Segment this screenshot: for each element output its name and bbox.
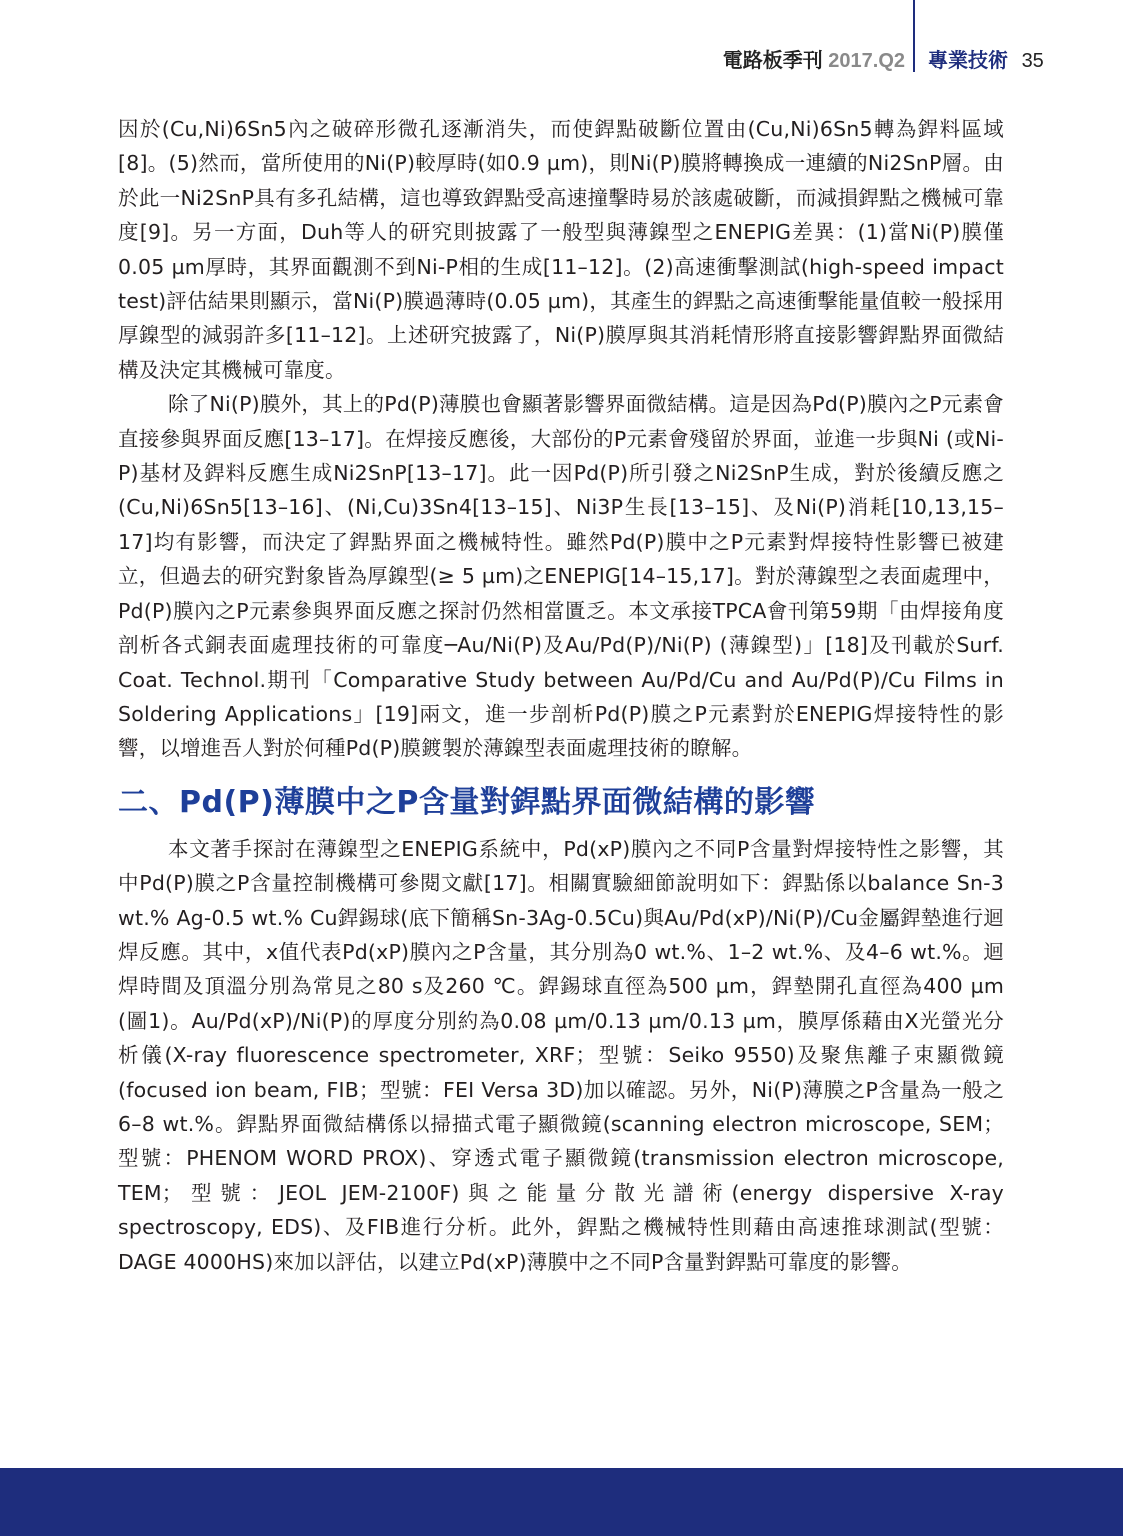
section-heading: 二、Pd(P)薄膜中之P含量對銲點界面微結構的影響 <box>118 784 816 820</box>
paragraph-2: 除了Ni(P)膜外，其上的Pd(P)薄膜也會顯著影響界面微結構。這是因為Pd(P)膜內之P元素會直接參與界面反應[13–17]。在焊接反應後，大部份的P元素會殘留於界面，並進一步與Ni (或Ni-P)基材及銲料反應生成Ni2SnP[13–17]。此一因Pd(P)所引發之Ni2SnP生成，對於後續反應之(Cu,Ni)6Sn5[13–16]、(Ni,Cu)3Sn4[13–15]、Ni3P生長[13–15]、及Ni(P)消耗[10,13,15–17]均有影響，而決定了銲點界面之機械特性。雖然Pd(P)膜中之P元素對焊接特性影響已被建立，但過去的研究對象皆為厚鎳型(≥ 5 µm)之ENEPIG[14–15,17]。對於薄鎳型之表面處理中，Pd(P)膜內之P元素參與界面反應之探討仍然相當匱乏。本文承接TPCA會刊第59期「由焊接角度剖析各式銅表面處理技術的可靠度─Au/Ni(P)及Au/Pd(P)/Ni(P) (薄鎳型)」[18]及刊載於Surf. Coat. Technol.期刊「Comparative Study between Au/Pd/Cu and Au/Pd(P)/Cu Films in Soldering Applications」[19]兩文，進一步剖析Pd(P)膜之P元素對於ENEPIG焊接特性的影響，以增進吾人對於何種Pd(P)膜鍍製於薄鎳型表面處理技術的瞭解。 <box>118 392 1004 761</box>
page-number: 35 <box>1021 50 1044 72</box>
section-label: 專業技術 <box>928 50 1008 72</box>
journal-title: 電路板季刊 <box>722 50 823 72</box>
issue-label: 2017.Q2 <box>828 50 905 72</box>
paragraph-1: 因於(Cu,Ni)6Sn5內之破碎形微孔逐漸消失，而使銲點破斷位置由(Cu,Ni)6Sn5轉為銲料區域[8]。(5)然而，當所使用的Ni(P)較厚時(如0.9 µm)，則Ni(P)膜將轉換成一連續的Ni2SnP層。由於此一Ni2SnP具有多孔結構，這也導致銲點受高速撞擊時易於該處破斷，而減損銲點之機械可靠度[9]。另一方面，Duh等人的研究則披露了一般型與薄鎳型之ENEPIG差異：(1)當Ni(P)膜僅0.05 µm厚時，其界面觀測不到Ni-P相的生成[11–12]。(2)高速衝擊測試(high-speed impact test)評估結果則顯示，當Ni(P)膜過薄時(0.05 µm)，其產生的銲點之高速衝擊能量值較一般採用厚鎳型的減弱許多[11–12]。上述研究披露了，Ni(P)膜厚與其消耗情形將直接影響銲點界面微結構及決定其機械可靠度。 <box>118 117 1004 382</box>
article-body <box>118 112 1004 1279</box>
footer-band <box>0 1468 1123 1536</box>
paragraph-3: 本文著手探討在薄鎳型之ENEPIG系統中，Pd(xP)膜內之不同P含量對焊接特性之影響，其中Pd(P)膜之P含量控制機構可參閱文獻[17]。相關實驗細節說明如下：銲點係以balance Sn-3 wt.% Ag-0.5 wt.% Cu銲錫球(底下簡稱Sn-3Ag-0.5Cu)與Au/Pd(xP)/Ni(P)/Cu金屬銲墊進行迴焊反應。其中，x值代表Pd(xP)膜內之P含量，其分別為0 wt.%、1–2 wt.%、及4–6 wt.%。迴焊時間及頂溫分別為常見之80 s及260 ℃。銲錫球直徑為500 µm，銲墊開孔直徑為400 µm (圖1)。Au/Pd(xP)/Ni(P)的厚度分別約為0.08 µm/0.13 µm/0.13 µm，膜厚係藉由X光螢光分析儀(X-ray fluorescence spectrometer, XRF；型號：Seiko 9550)及聚焦離子束顯微鏡(focused ion beam, FIB；型號：FEI Versa 3D)加以確認。另外，Ni(P)薄膜之P含量為一般之6–8 wt.%。銲點界面微結構係以掃描式電子顯微鏡(scanning electron microscope, SEM；型號：PHENOM WORD PROX)、穿透式電子顯微鏡(transmission electron microscope, TEM；型號：JEOL JEM-2100F)與之能量分散光譜術(energy dispersive X-ray spectroscopy, EDS)、及FIB進行分析。此外，銲點之機械特性則藉由高速推球測試(型號：DAGE 4000HS)來加以評估，以建立Pd(xP)薄膜中之不同P含量對銲點可靠度的影響。 <box>118 836 1004 1274</box>
header-divider <box>913 0 915 72</box>
running-header-journal <box>723 46 905 76</box>
running-header-section <box>928 46 1044 76</box>
